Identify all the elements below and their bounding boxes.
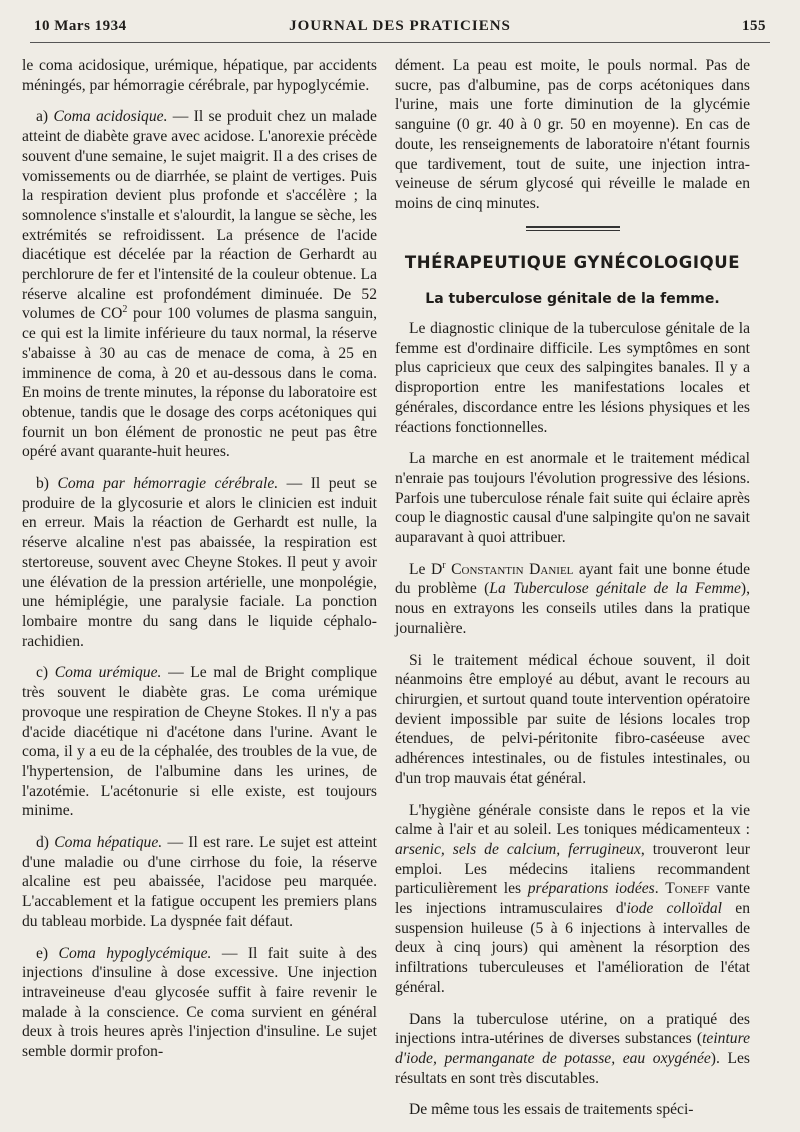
author-name: Toneff — [665, 880, 710, 898]
item-title: Coma hépatique. — [54, 834, 163, 852]
italic-term: teinture d'iode, permanganate de potasse, eau oxygénée — [395, 1030, 750, 1067]
divider-line-thick — [526, 226, 620, 228]
paragraph-daniel — [395, 560, 750, 639]
paragraph-text: La marche en est anormale et le traitement médical n'enraie pas toujours l'évolution progressive des lésions. Parfois une tuberculose rénale fait suite qui éclaire après coup le diagnostic causal d'une salpingite qu'on ne savait auparavant à quoi attribuer. — [395, 450, 750, 547]
item-text: — Le mal de Bright complique très souvent le diabète gras. Le coma urémique provoque une respiration de Cheyne Stokes. Il n'y a pas d'acide diacétique ni d'acétone dans l'urine. Avant le coma, il y a eu de la céphalée, des troubles de la vue, de l'hypertension, de l'albumine dans les urines, de l'azotémie. L'acétonurie si elle existe, est toujours minime. — [22, 664, 377, 820]
book-title: La Tuberculose génitale de la Femme — [489, 580, 741, 598]
paragraph-coma-acidosique — [22, 107, 377, 462]
left-column — [22, 56, 377, 1074]
paragraph-text: De même tous les essais de traitements spéci- — [409, 1101, 694, 1119]
item-title: Coma par hémorragie cérébrale. — [57, 475, 279, 493]
paragraph-continuation — [395, 56, 750, 214]
item-title: Coma acidosique. — [53, 108, 168, 126]
italic-term: préparations iodées — [527, 880, 655, 898]
text-fragment: en suspension huileuse (5 à 6 injections à intervalles de deux à cinq jours) qui amènent la résorption des infiltrations tuberculeuses et l'amélioration de l'état général. — [395, 900, 750, 996]
text-fragment: ), nous en extrayons les conseils utiles dans la pratique journalière. — [395, 580, 750, 637]
paragraph-diagnostic — [395, 319, 750, 437]
item-title: Coma urémique. — [54, 664, 162, 682]
paragraph-intro — [22, 56, 377, 95]
intro-text: le coma acidosique, urémique, hépatique, par accidents méningés, par hémorragie cérébrale, par hypoglycémie. — [22, 57, 377, 94]
paragraph-essais — [395, 1100, 750, 1120]
text-fragment: ayant fait une bonne étude du problème ( — [395, 560, 751, 598]
right-column — [395, 56, 750, 1132]
section-divider — [526, 226, 620, 231]
item-label: c) — [36, 664, 49, 682]
italic-term: iode colloïdal — [626, 900, 722, 918]
item-label: d) — [36, 834, 49, 852]
text-fragment: , trouveront leur emploi. Les médecins italiens recommandent particulièrement les — [395, 840, 750, 898]
item-text: — Il se produit chez un malade atteint de diabète grave avec acidose. L'anorexie précède souvent d'une semaine, le sujet maigrit. Il a des crises de vomissements ou de diarrhée, se plaint de vertiges. Puis la respiration devient plus profonde et s'accélère ; la somnolence s'installe et s'alourdit, la langue se sèche, les extrémités se refroidissent. La présence de l'acide diacétique est décelée par la réaction de Gerhardt au perchlorure de fer et l'intensité de la couleur obtenue. La réserve alcaline est profondément diminuée. De 52 volumes de CO — [22, 108, 377, 323]
item-text: — Il fait suite à des injections d'insuline à dose excessive. Une injection intraveineuse d'eau glycosée suffit à faire revenir le malade à la conscience. Ce coma survient en général deux à trois heures après l'injection d'insuline. Le sujet semble dormir profon- — [22, 944, 377, 1061]
paragraph-coma-uremique — [22, 663, 377, 821]
divider-line-thin — [526, 230, 620, 231]
header-rule — [30, 42, 770, 43]
paragraph-marche — [395, 449, 750, 548]
paragraph-text: Si le traitement médical échoue souvent, il doit néanmoins être employé au début, avant le recours au chirurgien, et surtout quand toute intervention opératoire devient impossible par suite de lésions locales trop étendues, de pelvi-péritonite fibro-caséeuse avec adhérences intestinales, ou de fistules intestinales, ou d'un trop mauvais état général. — [395, 651, 750, 787]
item-text-continued: pour 100 volumes de plasma sanguin, ce qui est la limite inférieure du taux normal, la réserve s'abaisse à 30 au cas de menace de coma, à 25 en imminence de coma, à 20 et au-dessous dans le coma. En moins de trente minutes, la réponse du laboratoire est obtenue, tandis que le dosage des corps acétoniques qui fournit un bon élément de pronostic ne peut pas être opéré avant quarante-huit heures. — [22, 305, 377, 461]
text-fragment: L'hygiène générale consiste dans le repos et la vie calme à l'air et au soleil. Les toniques médicamenteux : — [395, 801, 750, 839]
text-fragment: . — [654, 880, 666, 898]
running-header — [30, 16, 770, 40]
item-text: — Il est rare. Le sujet est atteint d'une maladie ou d'une cirrhose du foie, la réserve alcaline est peu abaissée, l'acidose peu marquée. L'accablement et la fatigue occupent les premiers plans du tableau morbide. La dyspnée fait défaut. — [22, 834, 377, 930]
paragraph-coma-hemorragie — [22, 474, 377, 651]
item-text: — Il peut se produire de la glycosurie et alors le clinicien est induit en erreur. Mais la réaction de Gerhardt est nulle, la réserve alcaline n'est pas abaissée, la respiration est stertoreuse, souvent avec Cheyne Stokes. Il peut y avoir une élévation de la pression artérielle, une monpolégie, une hémiplégie, une paralysie faciale. La ponction lombaire montre du sang dans le liquide céphalo-rachidien. — [22, 475, 377, 650]
superscript: r — [442, 559, 446, 571]
page-number: 155 — [742, 18, 766, 34]
journal-title: JOURNAL DES PRATICIENS — [289, 18, 511, 34]
item-title: Coma hypoglycémique. — [58, 944, 212, 962]
paragraph-text: Le diagnostic clinique de la tuberculose génitale de la femme est d'ordinaire difficile. Les symptômes en sont plus capricieux que ceux des salpingites banales. Il y a disproportion entre les manifestations locales et générales, discordance entre les lésions physiques et les réactions fonctionnelles. — [395, 320, 750, 436]
superscript: 2 — [122, 304, 128, 316]
item-label: b) — [36, 475, 49, 493]
paragraph-coma-hypoglycemique — [22, 944, 377, 1062]
paragraph-coma-hepatique — [22, 833, 377, 932]
continuation-text: dément. La peau est moite, le pouls normal. Pas de sucre, pas d'albumine, pas de corps acétoniques dans l'urine, mais une forte diminution de la glycémie sanguine (0 gr. 40 à 0 gr. 50 en moyenne). En cas de doute, les renseignements de laboratoire n'étant fournis que tardivement, tout de suite, une injection intra-veineuse de sérum glycosé qui réveille le malade en moins de cinq minutes. — [395, 57, 750, 212]
paragraph-hygiene — [395, 801, 750, 998]
issue-date: 10 Mars 1934 — [34, 18, 127, 34]
italic-term: arsenic, sels de calcium, ferrugineux — [395, 840, 641, 858]
item-label: e) — [36, 944, 49, 962]
paragraph-tuberculose-uterine — [395, 1010, 750, 1089]
author-name: Constantin Daniel — [451, 560, 574, 578]
text-fragment: Dans la tuberculose utérine, on a pratiqué des injections intra-utérines de diverses substances ( — [395, 1010, 750, 1048]
text-fragment: ). Les résultats en sont très discutables. — [395, 1049, 750, 1087]
text-fragment: vante les injections intramusculaires d' — [395, 880, 751, 918]
text-fragment: Le D — [409, 560, 443, 578]
article-title: La tuberculose génitale de la femme. — [425, 291, 720, 308]
paragraph-traitement-medical — [395, 651, 750, 789]
section-title: THÉRAPEUTIQUE GYNÉCOLOGIQUE — [404, 252, 741, 272]
item-label: a) — [36, 108, 49, 126]
